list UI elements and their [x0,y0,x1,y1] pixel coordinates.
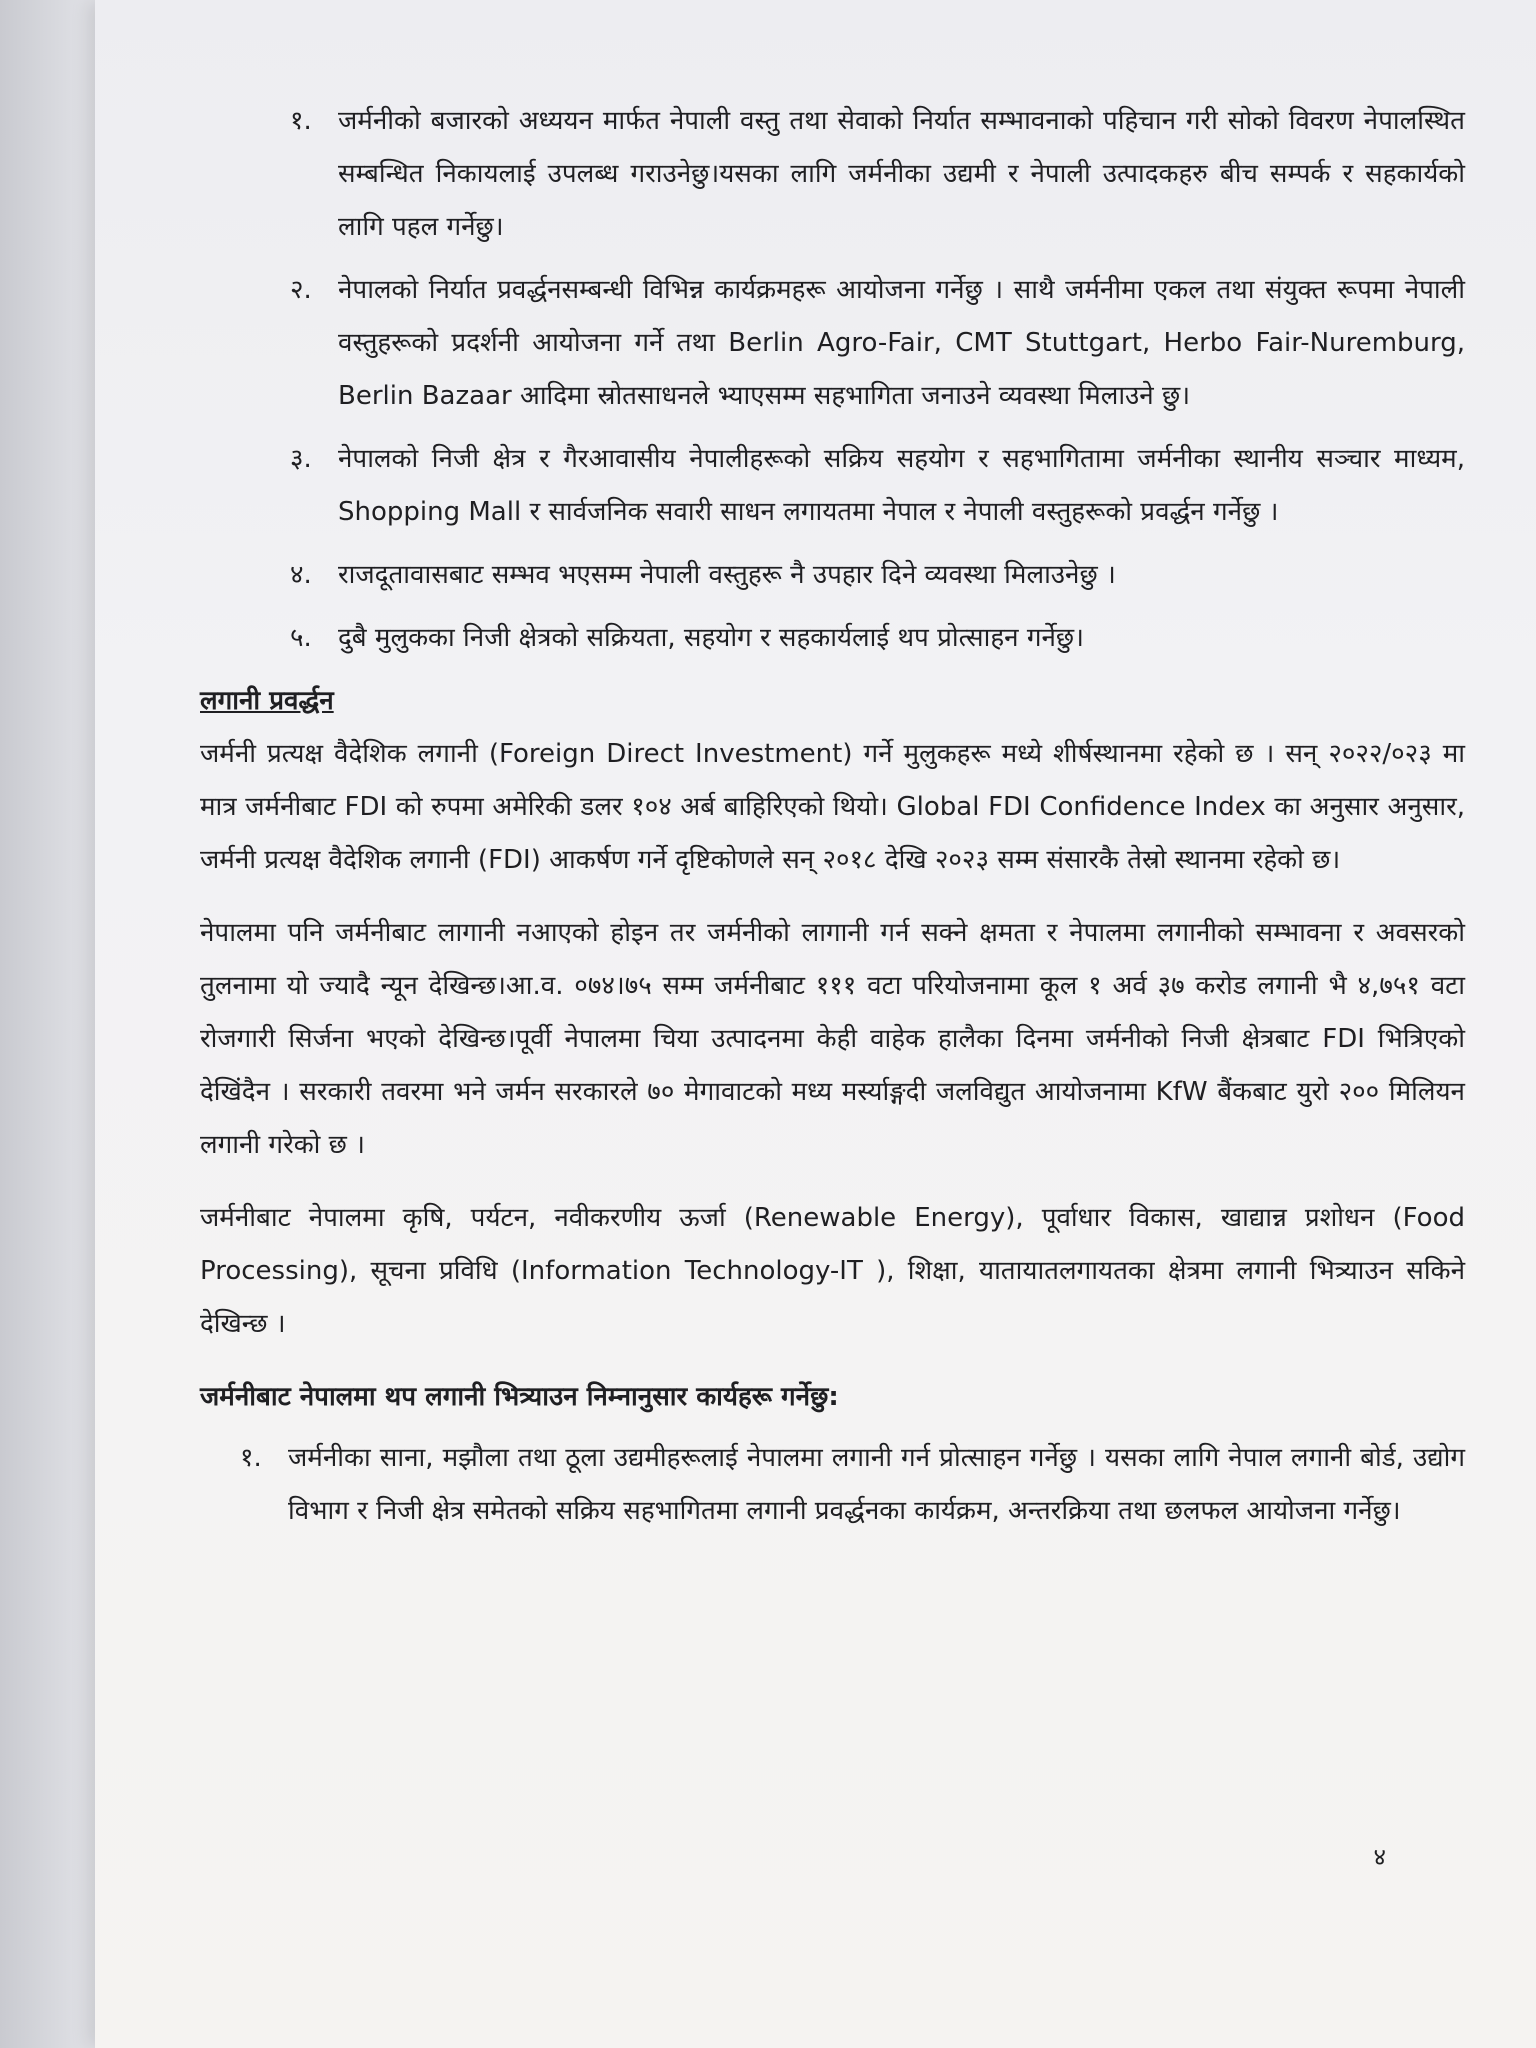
fdi-paragraph: जर्मनी प्रत्यक्ष वैदेशिक लगानी (Foreign Direct Investment) गर्ने मुलुकहरू मध्ये शीर्षस्थानमा रहेको छ । सन् २०२२/०२३ मा मात्र जर्मनीबाट FDI को रुपमा अमेरिकी डलर १०४ अर्ब बाहिरिएको थियो। Global FDI Confidence Index का अनुसार अनुसार, जर्मनी प्रत्यक्ष वैदेशिक लगानी (FDI) आकर्षण गर्ने दृष्टिकोणले सन् २०१८ देखि २०२३ सम्म संसारकै तेस्रो स्थानमा रहेको छ। [200,739,1465,875]
page-number: ४ [1373,1843,1386,1871]
list-item-text: नेपालको निर्यात प्रवर्द्धनसम्बन्धी विभिन्न कार्यक्रमहरू आयोजना गर्नेछु । साथै जर्मनीमा एकल तथा संयुक्त रूपमा नेपाली वस्तुहरूको प्रदर्शनी आयोजना गर्ने तथा Berlin Agro-Fair, CMT Stuttgart, Herbo Fair-Nuremburg, Berlin Bazaar आदिमा स्रोतसाधनले भ्याएसम्म सहभागिता जनाउने व्यवस्था मिलाउने छु। [338,275,1465,411]
list-item-number: ३. [290,444,312,474]
export-promotion-list [290,95,1465,665]
nepal-investment-paragraph: नेपालमा पनि जर्मनीबाट लागानी नआएको होइन तर जर्मनीको लागानी गर्न सक्ने क्षमता र नेपालमा लगानीको सम्भावना र अवसरको तुलनामा यो ज्यादै न्यून देखिन्छ।आ.व. ०७४।७५ सम्म जर्मनीबाट १११ वटा परियोजनामा कूल १ अर्व ३७ करोड लगानी भै ४,७५१ वटा रोजगारी सिर्जना भएको देखिन्छ।पूर्वी नेपालमा चिया उत्पादनमा केही वाहेक हालैका दिनमा जर्मनीको निजी क्षेत्रबाट FDI भित्रिएको देखिंदैन । सरकारी तवरमा भने जर्मन सरकारले ७० मेगावाटको मध्य मर्स्याङ्गदी जलविद्युत आयोजनामा KfW बैंकबाट युरो २०० मिलियन लगानी गरेको छ । [200,918,1465,1160]
list-item [290,612,1465,665]
list-item-text: जर्मनीको बजारको अध्ययन मार्फत नेपाली वस्तु तथा सेवाको निर्यात सम्भावनाको पहिचान गरी सोको विवरण नेपालस्थित सम्बन्धित निकायलाई उपलब्ध गराउनेछु।यसका लागि जर्मनीका उद्यमी र नेपाली उत्पादकहरु बीच सम्पर्क र सहकार्यको लागि पहल गर्नेछु। [338,106,1465,242]
list-item [290,95,1465,254]
page-content [200,95,1465,1548]
document-page [95,0,1536,2048]
list-item-number: १. [290,106,312,136]
list-item-text: दुबै मुलुकका निजी क्षेत्रको सक्रियता, सहयोग र सहकार्यलाई थप प्रोत्साहन गर्नेछु। [338,623,1085,653]
list-item-text: राजदूतावासबाट सम्भव भएसम्म नेपाली वस्तुहरू नै उपहार दिने व्यवस्था मिलाउनेछु । [338,560,1116,590]
list-item [290,549,1465,602]
list-item-number: १. [240,1443,262,1473]
list-item [290,433,1465,539]
investment-promotion-heading: लगानी प्रवर्द्धन [200,686,334,716]
list-item-number: ५. [290,623,312,653]
list-item [240,1432,1465,1538]
investment-sectors-paragraph: जर्मनीबाट नेपालमा कृषि, पर्यटन, नवीकरणीय ऊर्जा (Renewable Energy), पूर्वाधार विकास, खाद्यान्न प्रशोधन (Food Processing), सूचना प्रविधि (Information Technology-IT ), शिक्षा, यातायातलगायतका क्षेत्रमा लगानी भित्र्याउन सकिने देखिन्छ । [200,1203,1465,1339]
action-heading: जर्मनीबाट नेपालमा थप लगानी भित्र्याउन निम्नानुसार कार्यहरू गर्नेछु: [200,1382,839,1412]
investment-action-list [240,1432,1465,1538]
list-item-number: २. [290,275,312,305]
list-item-number: ४. [290,560,312,590]
list-item-text: जर्मनीका साना, मझौला तथा ठूला उद्यमीहरूलाई नेपालमा लगानी गर्न प्रोत्साहन गर्नेछु । यसका लागि नेपाल लगानी बोर्ड, उद्योग विभाग र निजी क्षेत्र समेतको सक्रिय सहभागितमा लगानी प्रवर्द्धनका कार्यक्रम, अन्तरक्रिया तथा छलफल आयोजना गर्नेछु। [288,1443,1465,1526]
list-item [290,264,1465,423]
list-item-text: नेपालको निजी क्षेत्र र गैरआवासीय नेपालीहरूको सक्रिय सहयोग र सहभागितामा जर्मनीका स्थानीय सञ्चार माध्यम, Shopping Mall र सार्वजनिक सवारी साधन लगायतमा नेपाल र नेपाली वस्तुहरूको प्रवर्द्धन गर्नेछु । [338,444,1465,527]
